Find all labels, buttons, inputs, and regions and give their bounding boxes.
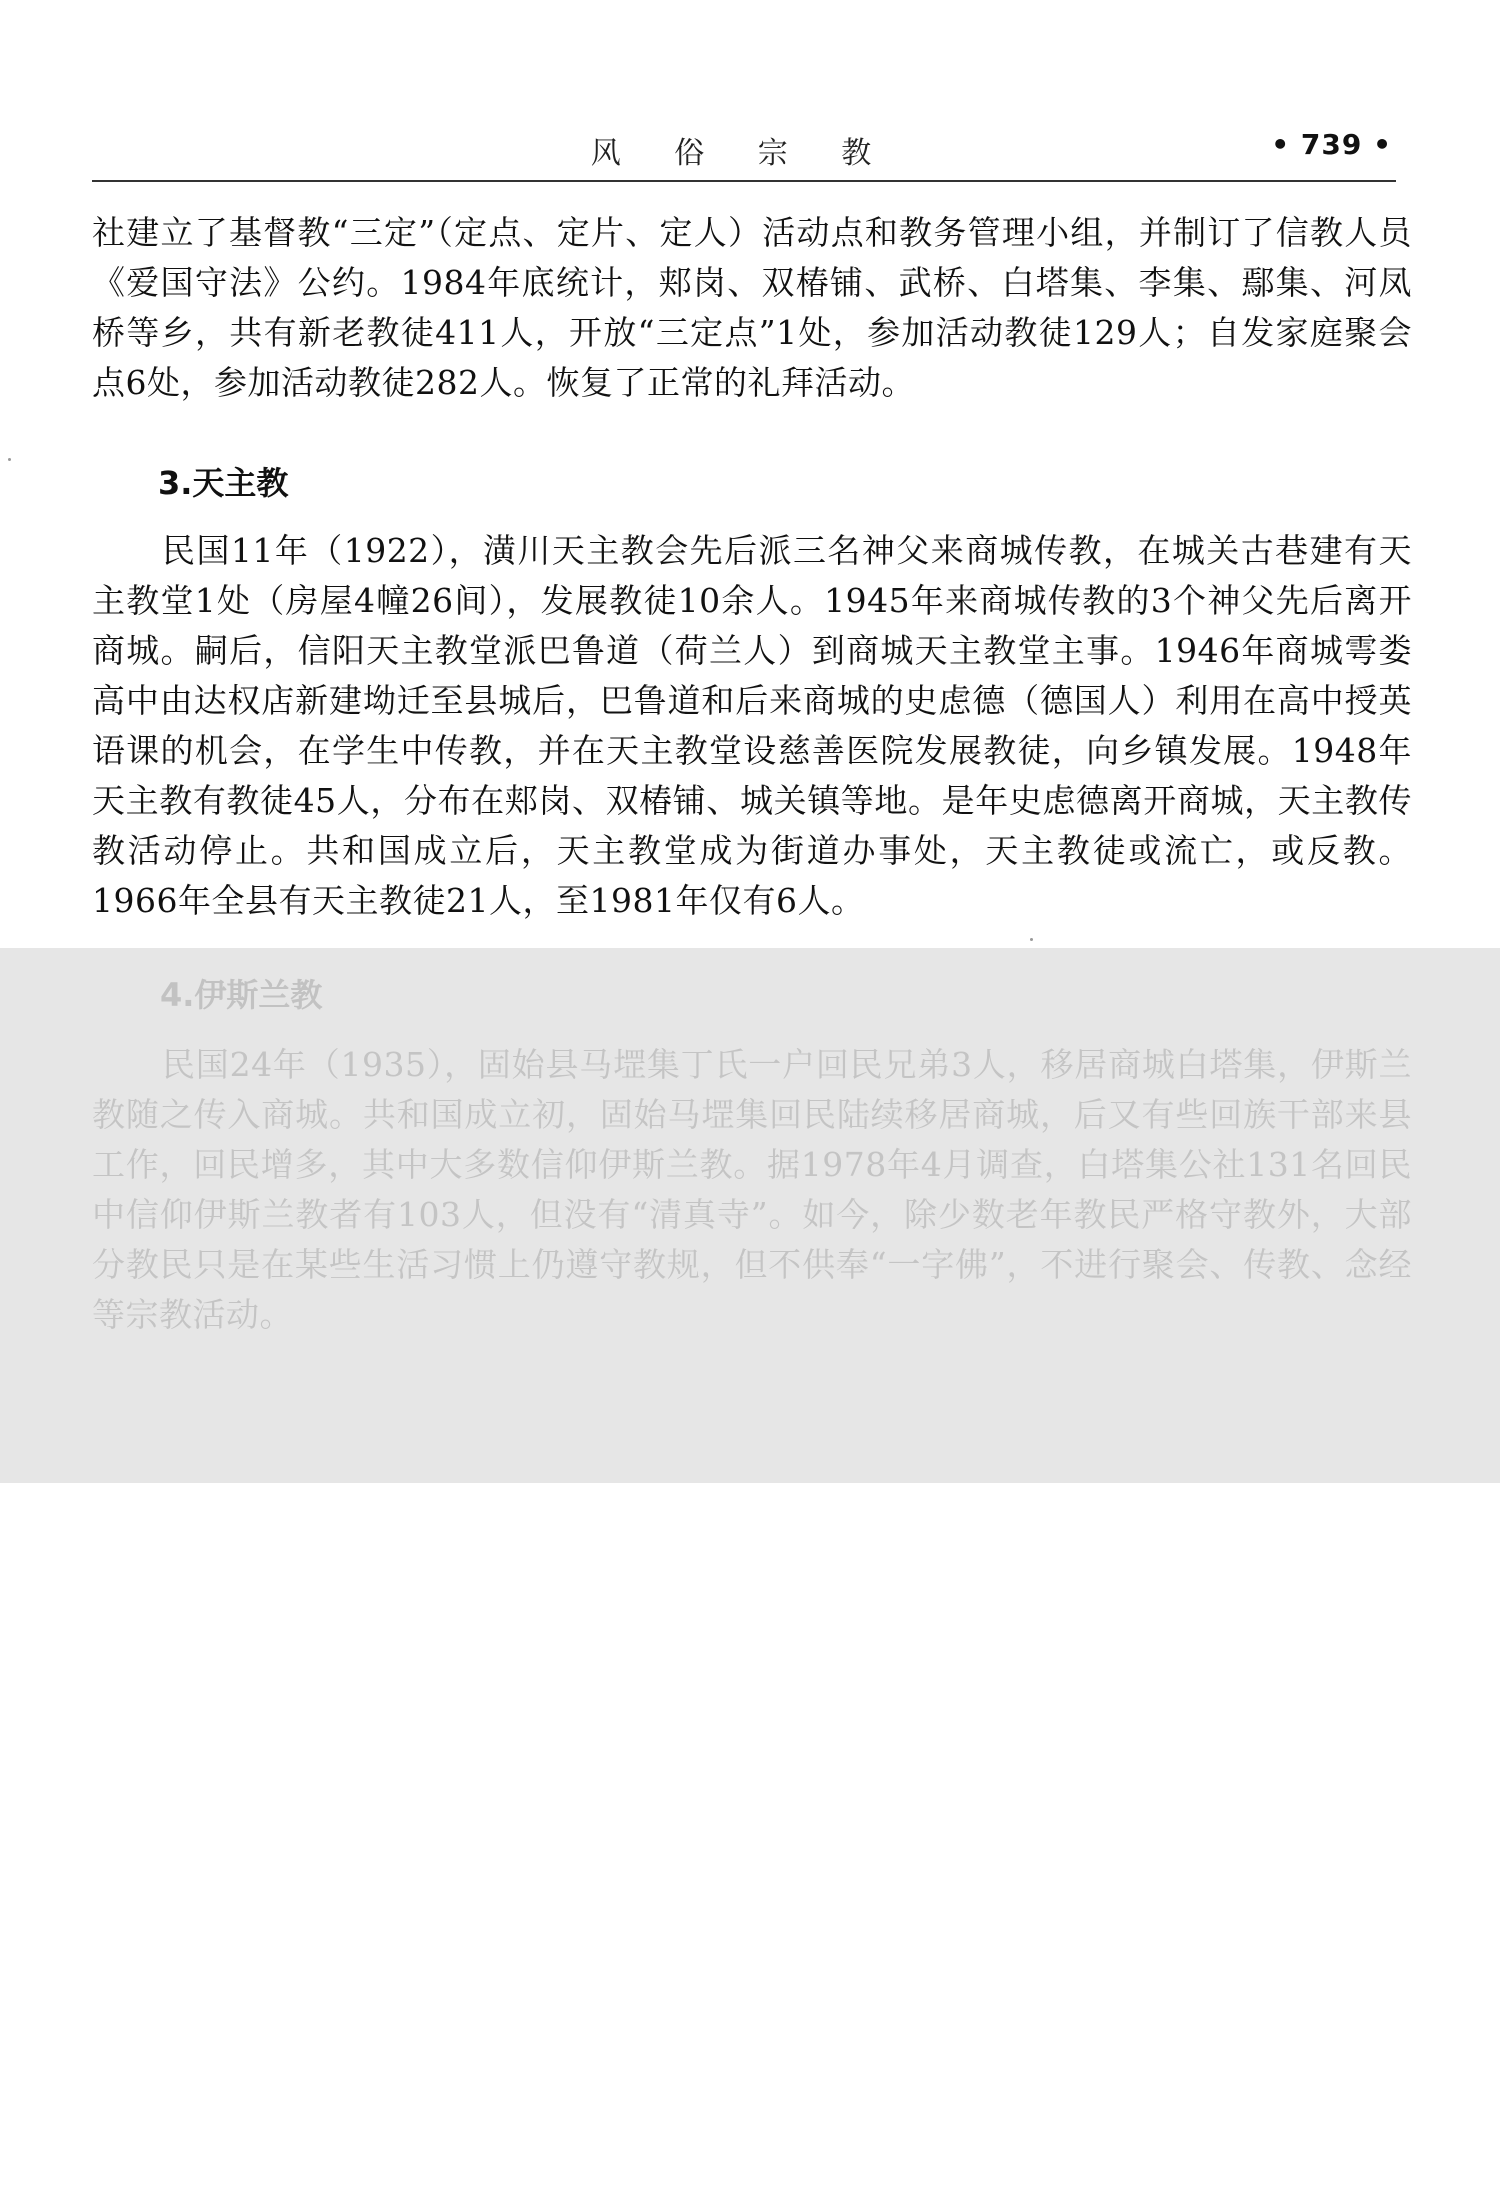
intro-paragraph: 社建立了基督教“三定”（定点、定片、定人）活动点和教务管理小组，并制订了信教人员《爱国守法》公约。1984年底统计，郏岗、双椿铺、武桥、白塔集、李集、鄢集、河凤桥等乡，共有新老教徒411人，开放“三定点”1处，参加活动教徒129人；自发家庭聚会点6处，参加活动教徒282人。恢复了正常的礼拜活动。 <box>92 213 1412 402</box>
section-heading-islam: 4.伊斯兰教 <box>160 976 323 1014</box>
page-number: • 739 • <box>1271 128 1392 161</box>
scan-speck <box>8 458 11 461</box>
section-body-islam: 民国24年（1935），固始县马堽集丁氏一户回民兄弟3人，移居商城白塔集，伊斯兰教随之传入商城。共和国成立初，固始马堽集回民陆续移居商城，后又有些回族干部来县工作，回民增多，其中大多数信仰伊斯兰教。据1978年4月调查，白塔集公社131名回民中信仰伊斯兰教者有103人，但没有“清真寺”。如今，除少数老年教民严格守教外，大部分教民只是在某些生活习惯上仍遵守教规，但不供奉“一字佛”，不进行聚会、传教、念经等宗教活动。 <box>92 1045 1412 1334</box>
faded-region <box>0 948 1500 1483</box>
section-heading-catholicism: 3.天主教 <box>158 464 289 502</box>
page-body <box>92 208 1412 920</box>
scan-speck <box>1030 938 1033 941</box>
page-header <box>92 128 1392 182</box>
running-title: 风 俗 宗 教 <box>590 136 894 171</box>
header-rule <box>92 180 1396 182</box>
section-body-catholicism: 民国11年（1922），潢川天主教会先后派三名神父来商城传教，在城关古巷建有天主教堂1处（房屋4幢26间），发展教徒10余人。1945年来商城传教的3个神父先后离开商城。嗣后，信阳天主教堂派巴鲁道（荷兰人）到商城天主教堂主事。1946年商城雩娄高中由达权店新建坳迁至县城后，巴鲁道和后来商城的史虑德（德国人）利用在高中授英语课的机会，在学生中传教，并在天主教堂设慈善医院发展教徒，向乡镇发展。1948年天主教有教徒45人，分布在郏岗、双椿铺、城关镇等地。是年史虑德离开商城，天主教传教活动停止。共和国成立后，天主教堂成为街道办事处，天主教徒或流亡，或反教。1966年全县有天主教徒21人，至1981年仅有6人。 <box>92 531 1412 920</box>
